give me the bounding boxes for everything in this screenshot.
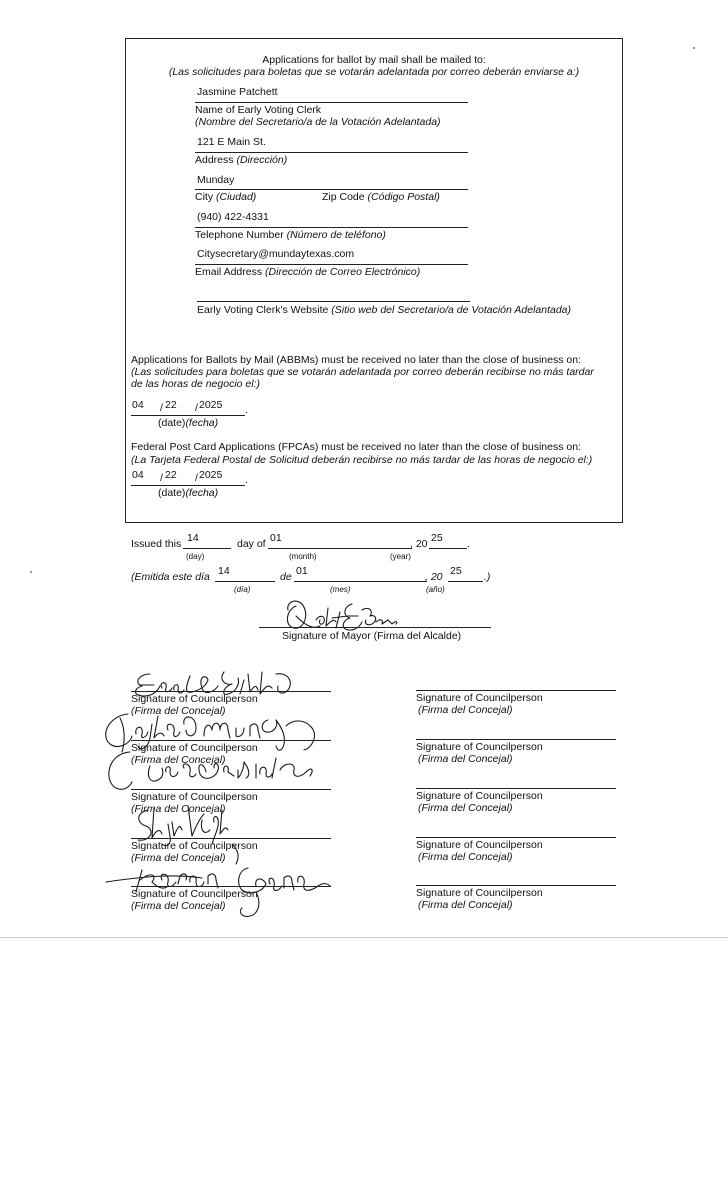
councilperson-label-es-6: (Firma del Concejal) — [418, 704, 513, 716]
issued-this-label: Issued this — [131, 538, 182, 550]
councilperson-label-4: Signature of Councilperson — [131, 840, 258, 852]
abbm-period: . — [245, 404, 248, 416]
city-value: Munday — [197, 174, 235, 186]
address-line — [195, 152, 468, 153]
email-value: Citysecretary@mundaytexas.com — [197, 248, 355, 260]
clerk-name-line — [195, 102, 468, 103]
phone-value: (940) 422-4331 — [197, 211, 269, 223]
issued-es-month-caption: (mes) — [330, 585, 351, 594]
councilperson-label-es-9: (Firma del Concejal) — [418, 851, 513, 863]
issued-es-day-caption: (día) — [234, 585, 251, 594]
councilperson-label-es-8: (Firma del Concejal) — [418, 802, 513, 814]
abbm-slash-1: / — [160, 402, 163, 414]
issued-year-line — [429, 548, 467, 549]
abbm-date-label: (date)(fecha) — [158, 417, 219, 429]
issued-es-year-caption: (año) — [426, 585, 445, 594]
issued-es-label: (Emitida este día — [131, 571, 210, 583]
councilperson-label-1: Signature of Councilperson — [131, 693, 258, 705]
abbm-year: 2025 — [199, 399, 223, 411]
issued-year-caption: (year) — [390, 552, 411, 561]
councilperson-signature-line-1 — [131, 691, 331, 692]
issued-month-caption: (month) — [289, 552, 317, 561]
issued-es-month-line — [294, 581, 427, 582]
issued-month-value: 01 — [270, 532, 282, 544]
issued-es-day-value: 14 — [218, 565, 230, 577]
issued-day-value: 14 — [187, 532, 199, 544]
issued-period: . — [467, 538, 470, 550]
issued-es-year-value: 25 — [450, 565, 462, 577]
issued-es-year-prefix: , 20 — [425, 571, 443, 583]
issued-month-line — [268, 548, 412, 549]
fpca-year: 2025 — [199, 469, 223, 481]
website-label: Early Voting Clerk's Website (Sitio web del Secretario/a de Votación Adelantada) — [197, 304, 571, 316]
councilperson-label-es-5: (Firma del Concejal) — [131, 900, 226, 912]
abbm-date-line — [131, 415, 245, 416]
fpca-day: 22 — [165, 469, 177, 481]
fpca-date-label: (date)(fecha) — [158, 487, 219, 499]
issued-day-line — [183, 548, 231, 549]
mayor-signature-label: Signature of Mayor (Firma del Alcalde) — [282, 630, 462, 642]
mayor-signature-line — [259, 627, 491, 628]
zip-label: Zip Code (Código Postal) — [322, 191, 440, 203]
clerk-name-label: Name of Early Voting Clerk — [195, 104, 322, 116]
councilperson-label-3: Signature of Councilperson — [131, 791, 258, 803]
councilperson-label-es-3: (Firma del Concejal) — [131, 803, 226, 815]
councilperson-label-9: Signature of Councilperson — [416, 839, 543, 851]
abbm-text: Applications for Ballots by Mail (ABBMs) must be received no later than the close of business on: — [131, 354, 581, 366]
councilperson-label-10: Signature of Councilperson — [416, 887, 543, 899]
issued-es-day-line — [215, 581, 275, 582]
address-value: 121 E Main St. — [197, 136, 266, 148]
fpca-date-line — [131, 485, 245, 486]
issued-es-month-value: 01 — [296, 565, 308, 577]
mail-to-heading: Applications for ballot by mail shall be mailed to: — [262, 54, 486, 66]
issued-day-caption: (day) — [186, 552, 205, 561]
fpca-slash-2: / — [195, 472, 198, 484]
issued-year-value: 25 — [431, 532, 443, 544]
clerk-name-label-es: (Nombre del Secretario/a de la Votación Adelantada) — [195, 116, 441, 128]
councilperson-label-8: Signature of Councilperson — [416, 790, 543, 802]
fpca-text-es: (La Tarjeta Federal Postal de Solicitud deberán recibirse no más tardar de las horas de negocio el:) — [131, 454, 593, 466]
clerk-name-value: Jasmine Patchett — [197, 86, 278, 98]
abbm-text-es-1: (Las solicitudes para boletas que se votarán adelantada por correo deberán recibirse no más tardar — [131, 366, 594, 378]
councilperson-label-es-7: (Firma del Concejal) — [418, 753, 513, 765]
councilperson-label-7: Signature of Councilperson — [416, 741, 543, 753]
fpca-month: 04 — [132, 469, 144, 481]
councilperson-signature-line-3 — [131, 789, 331, 790]
scan-speck — [693, 47, 695, 49]
issued-year-prefix: , 20 — [410, 538, 428, 550]
councilperson-label-6: Signature of Councilperson — [416, 692, 543, 704]
abbm-slash-2: / — [195, 402, 198, 414]
phone-line — [195, 227, 468, 228]
councilperson-signature-line-10 — [416, 885, 616, 886]
abbm-month: 04 — [132, 399, 144, 411]
page-bottom-edge — [0, 937, 728, 938]
issued-es-year-line — [448, 581, 483, 582]
councilperson-label-es-1: (Firma del Concejal) — [131, 705, 226, 717]
councilperson-signature-line-6 — [416, 690, 616, 691]
city-line — [195, 189, 468, 190]
councilperson-signature-line-5 — [131, 886, 331, 887]
issued-day-of-label: day of — [237, 538, 266, 550]
councilperson-label-2: Signature of Councilperson — [131, 742, 258, 754]
scan-speck — [30, 571, 32, 573]
issued-es-close: .) — [484, 571, 491, 583]
fpca-period: . — [245, 474, 248, 486]
issued-es-de-label: de — [280, 571, 292, 583]
fpca-slash-1: / — [160, 472, 163, 484]
address-label: Address (Dirección) — [195, 154, 288, 166]
councilperson-label-es-2: (Firma del Concejal) — [131, 754, 226, 766]
email-line — [195, 264, 468, 265]
abbm-day: 22 — [165, 399, 177, 411]
councilperson-label-es-10: (Firma del Concejal) — [418, 899, 513, 911]
councilperson-label-5: Signature of Councilperson — [131, 888, 258, 900]
fpca-text: Federal Post Card Applications (FPCAs) must be received no later than the close of business on: — [131, 441, 581, 453]
abbm-text-es-2: de las horas de negocio el:) — [131, 378, 260, 390]
councilperson-signature-line-9 — [416, 837, 616, 838]
website-line — [197, 301, 470, 302]
phone-label: Telephone Number (Número de teléfono) — [195, 229, 386, 241]
email-label: Email Address (Dirección de Correo Electrónico) — [195, 266, 421, 278]
mail-to-heading-es: (Las solicitudes para boletas que se votarán adelantada por correo deberán enviarse a:) — [168, 66, 580, 78]
councilperson-signature-line-8 — [416, 788, 616, 789]
city-label: City (Ciudad) — [195, 191, 257, 203]
councilperson-label-es-4: (Firma del Concejal) — [131, 852, 226, 864]
councilperson-signature-line-7 — [416, 739, 616, 740]
councilperson-signature-line-2 — [131, 740, 331, 741]
councilperson-signature-line-4 — [131, 838, 331, 839]
